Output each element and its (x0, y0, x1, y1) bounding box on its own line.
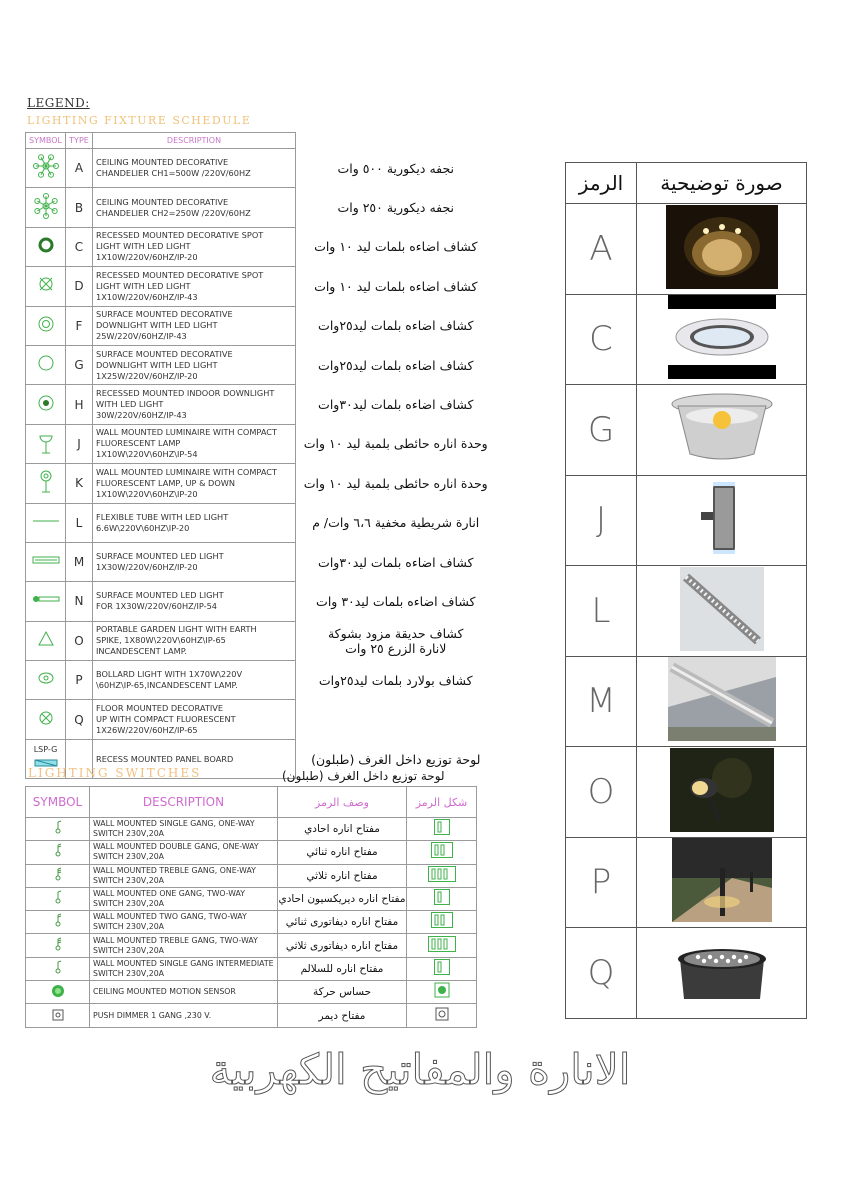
switch-shape-icon (407, 864, 477, 887)
switch-description (90, 887, 278, 910)
fixture-arabic (296, 542, 496, 581)
switch-desc-line: WALL MOUNTED TREBLE GANG, ONE-WAY (93, 865, 256, 875)
switch-desc-line: WALL MOUNTED TREBLE GANG, TWO-WAY (93, 935, 258, 945)
fixture-row (26, 227, 496, 266)
fixture-type: K (66, 464, 93, 503)
fixture-arabic-line: وحدة اناره حائطى بلمبة ليد ١٠ وات (303, 436, 488, 452)
recessed-spot-photo (637, 294, 807, 385)
switch-description (90, 864, 278, 887)
fixture-type: H (66, 385, 93, 424)
intermediate-switch-icon (26, 957, 90, 980)
switch-arabic: مفتاح اناره ثنائي (278, 841, 407, 864)
photo-letter: O (566, 747, 637, 838)
fixture-desc-line: 1X26W/220V/60HZ/IP-65 (96, 725, 198, 736)
fixture-desc-line: LIGHT WITH LED LIGHT (96, 241, 191, 252)
switch-desc-line: SWITCH 230V,20A (93, 968, 164, 978)
fixture-arabic-line: انارة شريطية مخفية ٦،٦ وات/ م (312, 515, 480, 531)
switch-row (26, 864, 477, 887)
led-strip-photo (637, 566, 807, 657)
fixture-desc-line: FOR 1X30W/220V/60HZ/IP-54 (96, 601, 218, 612)
fixture-desc-line: RECESSED MOUNTED DECORATIVE SPOT (96, 269, 264, 280)
fixture-description (93, 306, 296, 345)
fixture-desc-line: 6.6W\220V\60HZ\IP-20 (96, 522, 190, 533)
fixture-desc-line: BOLLARD LIGHT WITH 1X70W\220V (96, 669, 243, 680)
switch-shape-icon (407, 841, 477, 864)
switch-arabic: مفتاح اناره ثلاثي (278, 864, 407, 887)
fixture-desc-line: RECESSED MOUNTED DECORATIVE SPOT (96, 230, 264, 241)
switch-desc-line: SWITCH 230V,20A (93, 852, 164, 862)
photo-letter: P (566, 837, 637, 928)
fixture-desc-line: SURFACE MOUNTED DECORATIVE (96, 309, 233, 320)
photo-row (566, 928, 807, 1019)
fixture-desc-line: FLOOR MOUNTED DECORATIVE (96, 703, 224, 714)
photo-row (566, 837, 807, 928)
fixture-description (93, 149, 296, 188)
switch-arabic: مفتاح ديمر (278, 1004, 407, 1027)
switch-shape-icon (407, 934, 477, 957)
fixture-row (26, 424, 496, 463)
panel-board-label: LSP-G (33, 744, 58, 754)
switch-desc-line: WALL MOUNTED SINGLE GANG INTERMEDIATE (93, 958, 274, 968)
fixture-row (26, 542, 496, 581)
legend-title: LEGEND: (27, 96, 90, 110)
fixture-desc-line: DOWNLIGHT WITH LED LIGHT (96, 320, 218, 331)
switch-desc-line: WALL MOUNTED TWO GANG, TWO-WAY (93, 912, 247, 922)
switch-desc-line: WALL MOUNTED SINGLE GANG, ONE-WAY (93, 819, 255, 829)
downlight-ring-icon (26, 345, 66, 384)
fixture-desc-line: RECESSED MOUNTED INDOOR DOWNLIGHT (96, 388, 275, 399)
fixture-desc-line: 1X30W/220V/60HZ/IP-20 (96, 562, 198, 573)
fixture-type: L (66, 503, 93, 542)
fixture-desc-line: WALL MOUNTED LUMINAIRE WITH COMPACT (96, 427, 277, 438)
fixture-arabic-line: كشاف اضاءه بلمات ليد٣٠وات (318, 554, 474, 570)
fixture-arabic-line: كشاف اضاءه بلمات ليد٢٥وات (318, 357, 474, 373)
bollard-icon (26, 661, 66, 700)
double-gang-switch-icon (26, 841, 90, 864)
switch-arabic: مفتاح اناره ديفاتورى ثنائي (278, 911, 407, 934)
two-gang-two-way-switch-icon (26, 911, 90, 934)
fixture-row (26, 385, 496, 424)
fixture-description (93, 188, 296, 227)
fixture-desc-line: 1X25W/220V/60HZ/IP-20 (96, 370, 198, 381)
dimmer-icon (26, 1004, 90, 1027)
fixture-description (93, 582, 296, 621)
fixture-arabic-line: نجفه ديكورية ٢٥٠ وات (337, 200, 455, 216)
switch-header-description: DESCRIPTION (90, 787, 278, 818)
fixture-schedule-table (25, 132, 496, 779)
treble-gang-two-way-switch-icon (26, 934, 90, 957)
fixture-description (93, 700, 296, 739)
fixture-arabic (296, 149, 496, 188)
floor-light-photo (637, 928, 807, 1019)
treble-gang-switch-icon (26, 864, 90, 887)
fixture-row (26, 267, 496, 306)
fixture-row (26, 149, 496, 188)
switch-header-arabic-shape: شكل الرمز (407, 787, 477, 818)
chandelier-icon (26, 149, 66, 188)
switch-row (26, 934, 477, 957)
fixture-row (26, 621, 496, 660)
switch-desc-line: SWITCH 230V,20A (93, 875, 164, 885)
fixture-type: G (66, 345, 93, 384)
header-type: TYPE (66, 133, 93, 149)
switch-desc-line: SWITCH 230V,20A (93, 945, 164, 955)
switch-table (25, 786, 477, 1028)
switch-row (26, 981, 477, 1004)
switch-arabic: مفتاح اناره احادي (278, 818, 407, 841)
fixture-desc-line: 1X10W\220V\60HZ\IP-20 (96, 488, 198, 499)
chandelier-small-icon (26, 188, 66, 227)
fixture-arabic-line: كشاف اضاءه بلمات ليد٢٥وات (318, 318, 474, 334)
fixture-desc-line: INCANDESCENT LAMP. (96, 646, 187, 657)
switch-desc-line: CEILING MOUNTED MOTION SENSOR (93, 987, 236, 997)
single-gang-switch-icon (26, 818, 90, 841)
fixture-row (26, 700, 496, 739)
fixture-desc-line: 1X10W/220V/60HZ/IP-43 (96, 291, 198, 302)
fixture-row (26, 464, 496, 503)
photo-header-symbol: الرمز (566, 163, 637, 204)
photo-table (565, 162, 807, 1019)
switch-row (26, 841, 477, 864)
floor-light-icon (26, 700, 66, 739)
switch-desc-line: SWITCH 230V,20A (93, 829, 164, 839)
switch-row (26, 887, 477, 910)
switch-description (90, 1004, 278, 1027)
fixture-arabic (296, 464, 496, 503)
photo-row (566, 294, 807, 385)
fixture-arabic (296, 385, 496, 424)
switch-row (26, 957, 477, 980)
fixture-row (26, 345, 496, 384)
led-tube-icon (26, 503, 66, 542)
switch-header-arabic-desc: وصف الرمز (278, 787, 407, 818)
wall-luminaire-icon (26, 424, 66, 463)
fixture-description (93, 661, 296, 700)
header-symbol: SYMBOL (26, 133, 66, 149)
fixture-description (93, 267, 296, 306)
switch-description (90, 934, 278, 957)
switch-arabic: مفتاح اناره ديفاتورى ثلاثي (278, 934, 407, 957)
chandelier-photo (637, 204, 807, 295)
switch-description (90, 911, 278, 934)
fixture-type: F (66, 306, 93, 345)
fixture-desc-line: FLUORESCENT LAMP, UP & DOWN (96, 477, 236, 488)
wall-luminaire-updown-icon (26, 464, 66, 503)
fixture-desc-line: 1X10W\220V\60HZ\IP-54 (96, 449, 198, 460)
fixture-arabic (296, 424, 496, 463)
linear-led-ip-icon (26, 582, 66, 621)
fixture-arabic (296, 700, 496, 739)
photo-row (566, 656, 807, 747)
fixture-desc-line: 1X10W/220V/60HZ/IP-20 (96, 252, 198, 263)
switch-description (90, 818, 278, 841)
fixture-type: D (66, 267, 93, 306)
photo-letter: G (566, 385, 637, 476)
fixture-desc-line: WITH LED LIGHT (96, 399, 164, 410)
switch-header-symbol: SYMBOL (26, 787, 90, 818)
fixture-desc-line: CHANDELIER CH1=500W /220V/60HZ (96, 168, 251, 179)
bollard-photo (637, 837, 807, 928)
fixture-arabic (296, 621, 496, 660)
switch-shape-icon (407, 1004, 477, 1027)
photo-letter: J (566, 475, 637, 566)
schedule-title: LIGHTING FIXTURE SCHEDULE (27, 114, 252, 127)
switch-shape-icon (407, 911, 477, 934)
fixture-description (93, 503, 296, 542)
fixture-arabic (296, 503, 496, 542)
switch-desc-line: SWITCH 230V,20A (93, 922, 164, 932)
fixture-arabic-line: كشاف اضاءه بلمات ليد٣٠ وات (316, 593, 476, 609)
fixture-desc-line: RECESS MOUNTED PANEL BOARD (96, 753, 234, 764)
switch-row (26, 1004, 477, 1027)
switch-shape-icon (407, 957, 477, 980)
fixture-type: P (66, 661, 93, 700)
photo-letter: M (566, 656, 637, 747)
garden-spike-photo (637, 747, 807, 838)
switch-desc-line: SWITCH 230V,20A (93, 899, 164, 909)
fixture-desc-line: 30W/220V/60HZ/IP-43 (96, 410, 187, 421)
photo-row (566, 747, 807, 838)
fixture-desc-line: CEILING MOUNTED DECORATIVE (96, 196, 229, 207)
downlight-photo (637, 385, 807, 476)
fixture-desc-line: CHANDELIER CH2=250W /220V/60HZ (96, 207, 251, 218)
fixture-desc-line: SPIKE, 1X80W\220V\60HZ\IP-65 (96, 635, 226, 646)
fixture-type: N (66, 582, 93, 621)
switch-row (26, 818, 477, 841)
fixture-arabic (296, 345, 496, 384)
switch-description (90, 841, 278, 864)
indoor-downlight-icon (26, 385, 66, 424)
switch-arabic: مفتاح اناره للسلالم (278, 957, 407, 980)
fixture-arabic (296, 227, 496, 266)
fixture-row (26, 661, 496, 700)
fixture-type: C (66, 227, 93, 266)
switch-shape-icon (407, 818, 477, 841)
fixture-arabic (296, 188, 496, 227)
switch-shape-icon (407, 981, 477, 1004)
fixture-desc-line: FLEXIBLE TUBE WITH LED LIGHT (96, 511, 229, 522)
motion-sensor-icon (26, 981, 90, 1004)
switch-row (26, 911, 477, 934)
fixture-description (93, 227, 296, 266)
fixture-type: A (66, 149, 93, 188)
fixture-description (93, 345, 296, 384)
fixture-arabic-line: نجفه ديكورية ٥٠٠ وات (337, 160, 455, 176)
switches-title: LIGHTING SWITCHES (28, 766, 202, 780)
photo-row (566, 204, 807, 295)
fixture-desc-line: \60HZ\IP-65,INCANDESCENT LAMP. (96, 680, 238, 691)
fixture-desc-line: SURFACE MOUNTED DECORATIVE (96, 348, 233, 359)
fixture-desc-line: FLUORESCENT LAMP (96, 438, 181, 449)
fixture-description (93, 464, 296, 503)
fixture-desc-line: UP WITH COMPACT FLUORESCENT (96, 714, 236, 725)
photo-row (566, 385, 807, 476)
fixture-arabic (296, 306, 496, 345)
photo-row (566, 566, 807, 657)
photo-letter: Q (566, 928, 637, 1019)
fixture-arabic (296, 661, 496, 700)
switch-description (90, 957, 278, 980)
switch-arabic: مفتاح اناره ديريكسيون احادي (278, 887, 407, 910)
photo-header-picture: صورة توضيحية (637, 163, 807, 204)
wall-light-photo (637, 475, 807, 566)
fixture-desc-line: DOWNLIGHT WITH LED LIGHT (96, 359, 218, 370)
fixture-row (26, 582, 496, 621)
garden-spike-icon (26, 621, 66, 660)
fixture-arabic (296, 582, 496, 621)
fixture-desc-line: SURFACE MOUNTED LED LIGHT (96, 590, 224, 601)
fixture-desc-line: WALL MOUNTED LUMINAIRE WITH COMPACT (96, 466, 277, 477)
header-description: DESCRIPTION (93, 133, 296, 149)
fixture-desc-line: CEILING MOUNTED DECORATIVE (96, 157, 229, 168)
photo-row (566, 475, 807, 566)
fixture-arabic-line: وحدة اناره حائطى بلمبة ليد ١٠ وات (303, 475, 488, 491)
switch-desc-line: WALL MOUNTED DOUBLE GANG, ONE-WAY (93, 842, 259, 852)
fixture-arabic (296, 267, 496, 306)
switch-arabic: حساس حركة (278, 981, 407, 1004)
fixture-type: M (66, 542, 93, 581)
fixture-arabic-line: كشاف حديقة مزود بشوكة (327, 625, 464, 641)
switches-caption: لوحة توزيع داخل الغرف (طبلون) (282, 769, 445, 783)
fixture-arabic-line: كشاف اضاءه بلمات ليد ١٠ وات (314, 239, 478, 255)
fixture-row (26, 503, 496, 542)
photo-letter: A (566, 204, 637, 295)
spot-light-ip-icon (26, 267, 66, 306)
switch-description (90, 981, 278, 1004)
fixture-description (93, 385, 296, 424)
one-gang-two-way-switch-icon (26, 887, 90, 910)
page-title: الانارة والمفاتيح الكهربية (209, 1045, 631, 1094)
fixture-type: Q (66, 700, 93, 739)
switch-desc-line: WALL MOUNTED ONE GANG, TWO-WAY (93, 889, 246, 899)
photo-letter: L (566, 566, 637, 657)
fixture-description (93, 621, 296, 660)
fixture-type: B (66, 188, 93, 227)
fixture-arabic-line: كشاف اضاءه بلمات ليد ١٠ وات (314, 278, 478, 294)
fixture-arabic-line: لانارة الزرع ٢٥ وات (345, 640, 447, 656)
fixture-description (93, 424, 296, 463)
fixture-arabic-line: كشاف اضاءه بلمات ليد٣٠وات (318, 397, 474, 413)
fixture-description (93, 542, 296, 581)
fixture-arabic-line: لوحة توزيع داخل الغرف (طبلون) (311, 751, 481, 767)
fixture-desc-line: LIGHT WITH LED LIGHT (96, 280, 191, 291)
fixture-row (26, 188, 496, 227)
fixture-type: J (66, 424, 93, 463)
switch-desc-line: PUSH DIMMER 1 GANG ,230 V. (93, 1010, 212, 1020)
photo-letter: C (566, 294, 637, 385)
fixture-desc-line: PORTABLE GARDEN LIGHT WITH EARTH (96, 624, 257, 635)
spot-light-icon (26, 227, 66, 266)
fixture-type: O (66, 621, 93, 660)
fixture-desc-line: 25W/220V/60HZ/IP-43 (96, 331, 187, 342)
switch-shape-icon (407, 887, 477, 910)
fixture-row (26, 306, 496, 345)
linear-light-photo (637, 656, 807, 747)
downlight-icon (26, 306, 66, 345)
fixture-arabic-line: كشاف بولارد بلمات ليد٢٥وات (318, 672, 473, 688)
fixture-desc-line: SURFACE MOUNTED LED LIGHT (96, 551, 224, 562)
linear-led-icon (26, 542, 66, 581)
